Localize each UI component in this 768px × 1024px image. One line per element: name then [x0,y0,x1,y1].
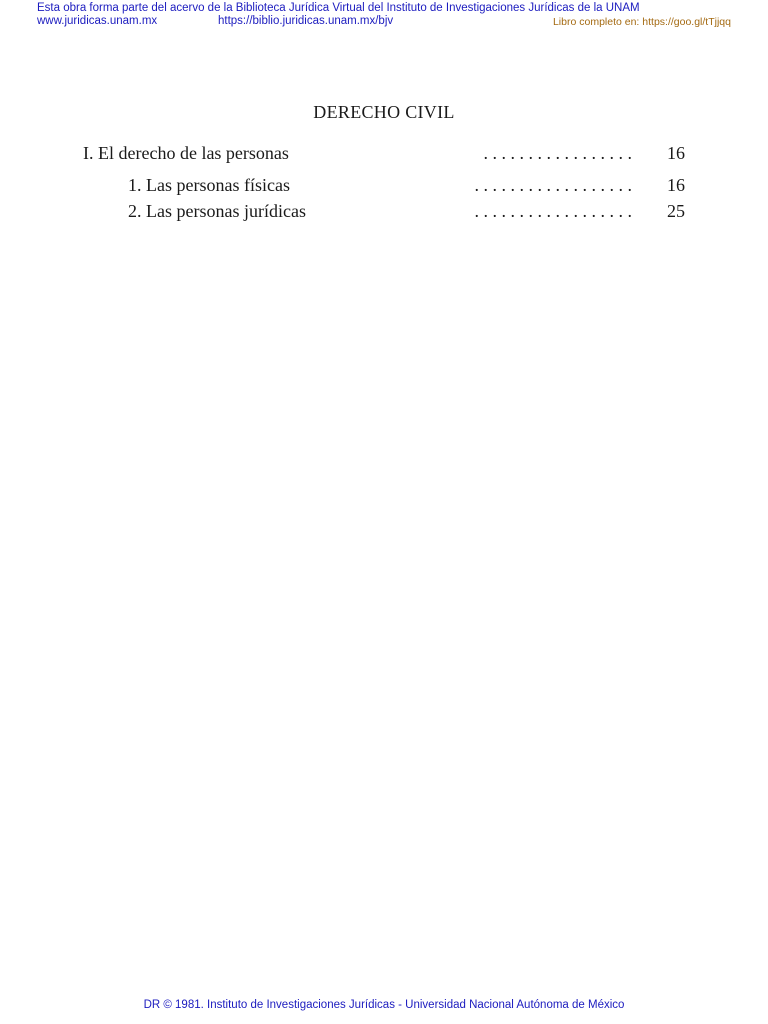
book-link[interactable]: Libro completo en: https://goo.gl/tTjjqq [552,16,731,28]
toc-label: 1. Las personas físicas [128,175,290,195]
toc-entry-personas-juridicas [0,200,768,222]
toc-page-number: 16 [667,175,685,195]
toc-page-number: 16 [667,143,685,163]
toc-label: 2. Las personas jurídicas [128,201,306,221]
bjv-link[interactable]: https://biblio.juridicas.unam.mx/bjv [218,15,394,27]
toc-leader-dots: . . . . . . . . . . . . . . . . . . [474,175,632,195]
toc-leader-dots: . . . . . . . . . . . . . . . . . [483,143,632,163]
site-link[interactable]: www.juridicas.unam.mx [37,15,158,27]
toc-page-number: 25 [667,201,685,221]
toc-entry-derecho-personas [0,142,768,164]
header-links [37,15,731,29]
toc-entry-personas-fisicas [0,174,768,196]
page-title: DERECHO CIVIL [313,102,455,122]
header-notice: Esta obra forma parte del acervo de la Biblioteca Jurídica Virtual del Instituto de Investigaciones Jurídicas de la UNAM [37,2,640,14]
footer-copyright: DR © 1981. Instituto de Investigaciones Jurídicas - Universidad Nacional Autónoma de México [143,999,625,1011]
toc-leader-dots: . . . . . . . . . . . . . . . . . . [474,201,632,221]
toc-label: I. El derecho de las personas [83,143,289,163]
